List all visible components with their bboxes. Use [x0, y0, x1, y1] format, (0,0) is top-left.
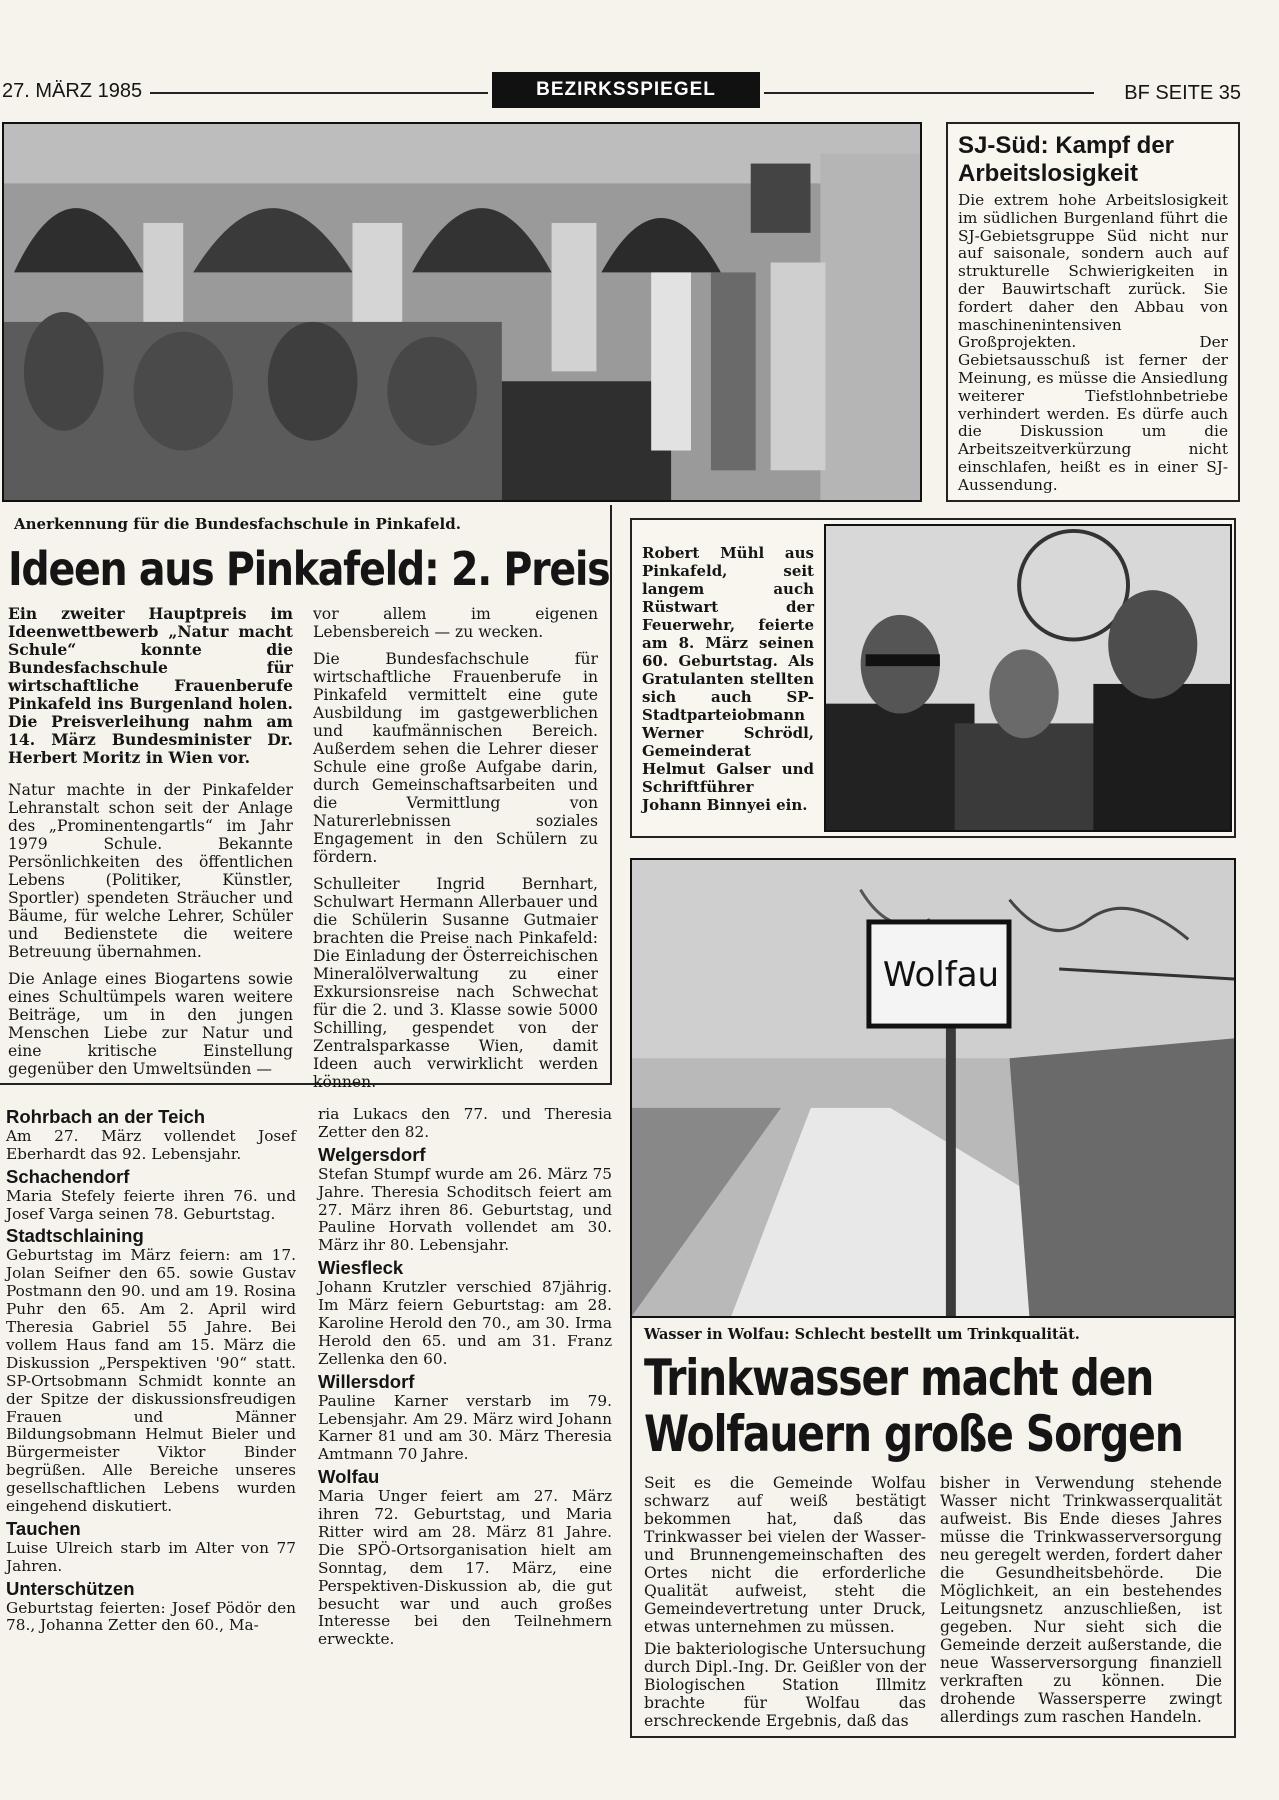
wolfau-col1b: Die bakteriologische Untersuchung durch Dipl.-Ing. Dr. Geißler von der Biologischen Station Illmitz brachte für Wolfau das erschreckende Ergebnis, daß das — [644, 1640, 926, 1730]
pinkafeld-p2: Die Anlage eines Biogartens sowie eines Schultümpels waren weitere Beiträge, um in den jungen Menschen Liebe zur Natur und eine kritische Einstellung gegenüber den Umweltsünden — — [8, 970, 293, 1078]
local-notes-left — [6, 1104, 296, 1639]
wolfau-article — [630, 1318, 1236, 1738]
wolfau-col1a: Seit es die Gemeinde Wolfau schwarz auf weiß bestätigt bekommen hat, daß das Trinkwasser bei vielen der Wasser- und Brunnengemeinschaften des Ortes nicht die erforderliche Qualität aufweist, steht die Gemeindevertretung unter Druck, etwas unternehmen zu müssen. — [644, 1474, 926, 1636]
wolfau-caption: Wasser in Wolfau: Schlecht bestellt um Trinkqualität. — [644, 1326, 1080, 1343]
note-willersdorf — [318, 1370, 612, 1465]
wolfau-headline-line2: Wolfauern große Sorgen — [644, 1405, 1183, 1463]
note-text: Am 27. März vollendet Josef Eberhardt das 92. Lebensjahr. — [6, 1126, 296, 1163]
local-notes-right — [318, 1106, 612, 1653]
masthead-rule-right — [764, 92, 1094, 94]
issue-date: 27. MÄRZ 1985 — [2, 80, 143, 102]
note-wiesfleck — [318, 1259, 612, 1368]
wolfau-headline-line1: Trinkwasser macht den — [644, 1349, 1154, 1407]
pinkafeld-p5: Schulleiter Ingrid Bernhart, Schulwart Hermann Allerbauer und die Schülerin Susanne Gutmaier brachten die Preise nach Pinkafeld: Die Einladung der Österreichischen Mineralölverwaltung zu einer Exkursionsreise nach Schwechat für die 2. und 3. Klasse sowie 5000 Schilling, gespendet von der Zentralsparkasse Wien, damit Ideen auch verwirklicht werden können. — [313, 875, 598, 1091]
note-stadtschlaining — [6, 1227, 296, 1516]
note-place: Willersdorf — [318, 1370, 415, 1392]
wolfau-col2: bisher in Verwendung stehende Wasser nicht Trinkwasserqualität aufweist. Bis Ende dieses Jahres müsse die Trinkwasserversorgung neu geregelt werden, fordert daher die Gesundheitsbehörde. Die Möglichkeit, an ein bestehendes Leitungsnetz anzuschließen, ist gegeben. Nur sieht sich die Gemeinde derzeit außerstande, die neue Wasserversorgung finanziell verkraften zu können. Die drohende Wassersperre zwingt allerdings zum raschen Handeln. — [940, 1474, 1222, 1726]
note-unterschuetzen — [6, 1577, 296, 1636]
school-group-photo — [2, 122, 922, 502]
masthead-rule-left — [150, 92, 488, 94]
note-text: Pauline Karner verstarb im 79. Lebensjahr. Am 29. März wird Johann Karner 81 und am 30. März Theresia Amtmann 70 Jahre. — [318, 1391, 612, 1464]
note-place: Welgersdorf — [318, 1143, 426, 1165]
note-text: Geburtstag feierten: Josef Pödör den 78., Johanna Zetter den 60., Ma- — [6, 1598, 296, 1635]
wolfau-col1 — [644, 1474, 926, 1739]
pinkafeld-col1 — [8, 605, 293, 1087]
pinkafeld-lead: Ein zweiter Hauptpreis im Ideenwettbewerb „Natur macht Schule“ konnte die Bundesfachschule für wirtschaftliche Frauenberufe Pinkafeld ins Burgenland holen. Die Preisverleihung nahm am 14. März Bundesminister Dr. Herbert Moritz in Wien vor. — [8, 604, 293, 767]
muehl-photo — [824, 524, 1232, 832]
pinkafeld-col2 — [313, 605, 598, 1100]
pinkafeld-p1: Natur machte in der Pinkafelder Lehranstalt schon seit der Anlage des „Prominentengartls“ im Jahr 1979 Schule. Bekannte Persönlichkeiten des öffentlichen Lebens (Politiker, Künstler, Sportler) spendeten Sträucher und Bäume, für welche Lehrer, Schüler und Bedienstete die weitere Betreuung übernahmen. — [8, 781, 293, 961]
note-rohrbach — [6, 1108, 296, 1164]
note-place: Stadtschlaining — [6, 1225, 144, 1247]
note-text: Johann Krutzler verschied 87jährig. Im März feiern Geburtstag: am 28. Karoline Herold den 70., am 30. Irma Herold den 65. und am 31. Franz Zellenka den 60. — [318, 1278, 612, 1368]
note-text: Luise Ulreich starb im Alter von 77 Jahren. — [6, 1538, 296, 1575]
note-carry-over: ria Lukacs den 77. und Theresia Zetter den 82. — [318, 1105, 612, 1141]
wolfau-photo — [630, 858, 1236, 1318]
sj-sued-title: SJ-Süd: Kampf der Arbeitslosigkeit — [958, 132, 1175, 187]
muehl-caption: Robert Mühl aus Pinkafeld, seit langem auch Rüstwart der Feuerwehr, feierte am 8. März seinen 60. Geburtstag. Als Gratulanten stellten sich auch SP-Stadtparteiobmann Werner Schrödl, Gemeinderat Helmut Galser und Schriftführer Johann Binnyei ein. — [642, 544, 814, 814]
note-place: Wiesfleck — [318, 1257, 404, 1279]
note-wolfau — [318, 1468, 612, 1649]
pinkafeld-p3: vor allem im eigenen Lebensbereich — zu wecken. — [313, 605, 598, 641]
note-tauchen — [6, 1517, 296, 1576]
muehl-box — [630, 518, 1236, 838]
note-place: Tauchen — [6, 1517, 81, 1539]
note-place: Unterschützen — [6, 1577, 135, 1599]
note-text: Geburtstag im März feiern: am 17. Jolan Seifner den 65. sowie Gustav Postmann den 90. und am 19. Rosina Puhr den 65. Am 2. April wird Theresia Gabriel 55 Jahre. Bei vollem Haus fand am 15. März die Diskussion „Perspektiven '90“ statt. SP-Ortsobmann Schmidt konnte an der Spitze der diskussionsfreudigen Frauen und Männer Bildungsobmann Helmut Bieler und Bürgermeister Viktor Binder begrüßen. Alle Bereiche unseres gesellschaftlichen Lebens wurden eingehend diskutiert. — [6, 1246, 296, 1516]
pinkafeld-headline: Ideen aus Pinkafeld: 2. Preis — [8, 542, 610, 596]
note-text: Maria Stefely feierte ihren 76. und Josef Varga seinen 78. Geburtstag. — [6, 1186, 296, 1223]
note-place: Rohrbach an der Teich — [6, 1106, 206, 1127]
note-schachendorf — [6, 1165, 296, 1224]
pinkafeld-p4: Die Bundesfachschule für wirtschaftliche Frauenberufe in Pinkafeld vermittelt eine gute Ausbildung im gastgewerblichen und kaufmännischen Bereich. Außerdem sehen die Lehrer dieser Schule eine große Aufgabe darin, durch Gemeinschaftsarbeiten und die Vermittlung von Naturerlebnissen soziales Engagement in den Schülern zu fördern. — [313, 650, 598, 866]
note-welgersdorf — [318, 1143, 612, 1255]
note-text: Stefan Stumpf wurde am 26. März 75 Jahre. Theresia Schoditsch feiert am 27. März ihren 86. Geburtstag, und Pauline Horvath vollendet am 30. März ihr 80. Lebensjahr. — [318, 1164, 612, 1255]
sj-sued-body: Die extrem hohe Arbeitslosigkeit im südlichen Burgenland führt die SJ-Gebietsgruppe Süd nicht nur auf saisonale, sondern auch auf strukturelle Schwierigkeiten in der Bauwirtschaft zurück. Sie fordert daher den Abbau von maschinenintensiven Großprojekten. Der Gebietsausschuß ist ferner der Meinung, es müsse die Ansiedlung weiterer Tiefstlohnbetriebe verhindert werden. Es dürfe auch die Diskussion um die Arbeitszeitverkürzung nicht einschlafen, heißt es in einer SJ-Aussendung. — [958, 191, 1228, 494]
note-text: Maria Unger feiert am 27. März ihren 72. Geburtstag, und Maria Ritter wird am 28. März 81 Jahre. Die SPÖ-Ortsorganisation hielt am Sonntag, dem 17. März, eine Perspektiven-Diskussion ab, die gut besucht war und auch großes Interesse bei den Teilnehmern erweckte. — [318, 1487, 612, 1649]
wolfau-sign-text: Wolfau — [882, 955, 1000, 995]
note-place: Wolfau — [318, 1466, 380, 1488]
section-title: BEZIRKSSPIEGEL — [492, 72, 760, 108]
pinkafeld-kicker: Anerkennung für die Bundesfachschule in Pinkafeld. — [14, 515, 461, 533]
note-place: Schachendorf — [6, 1165, 130, 1187]
pinkafeld-article — [0, 505, 612, 1091]
masthead — [0, 70, 1279, 118]
sj-sued-box — [946, 122, 1240, 502]
page-number: BF SEITE 35 — [1124, 82, 1241, 104]
